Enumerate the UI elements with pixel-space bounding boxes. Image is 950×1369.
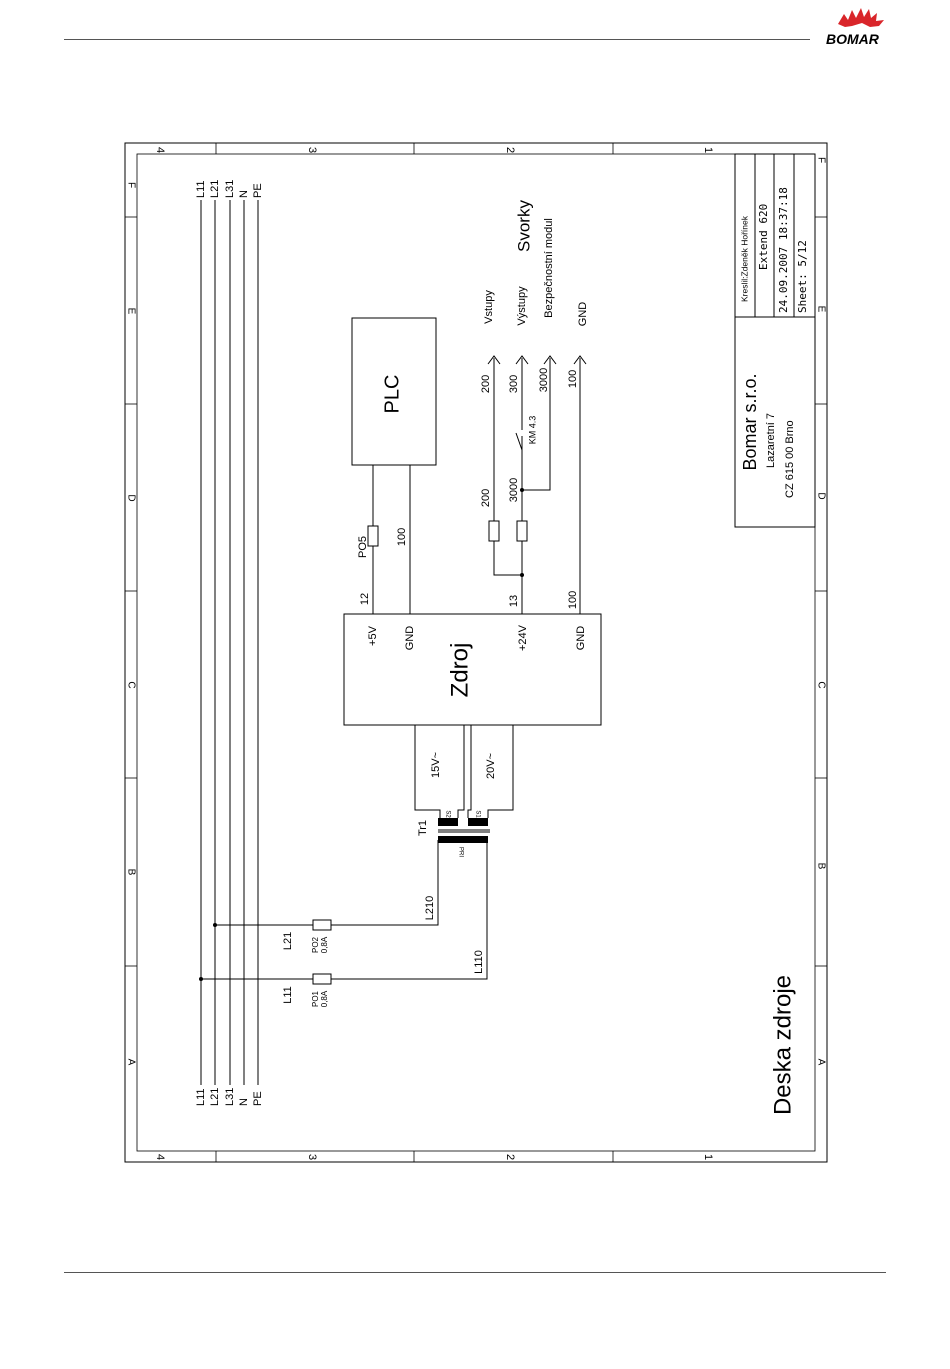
row-letter: B xyxy=(125,868,137,876)
row-letter: E xyxy=(815,305,827,313)
bus-label: L31 xyxy=(223,1087,236,1106)
row-letter: D xyxy=(815,492,827,500)
pin-label-gnd: GND xyxy=(403,625,416,651)
secondary-label-s1: S1 xyxy=(474,810,481,818)
fuse-label-po1: PO1 xyxy=(311,990,321,1008)
row-letter: C xyxy=(125,681,137,689)
terminal-label-safety-module: Bezpečnostní modul xyxy=(542,218,555,318)
row-letter: F xyxy=(815,156,827,164)
bus-label: PE xyxy=(251,183,264,198)
junction-dot xyxy=(520,488,524,492)
transformer-tr1 xyxy=(438,818,490,843)
terminal-labels xyxy=(483,218,589,326)
row-letter: E xyxy=(125,307,137,315)
wire-number: 3000 xyxy=(537,367,550,393)
bomar-logo xyxy=(826,8,884,47)
wire-number: 200 xyxy=(479,488,492,508)
terminal-label-gnd: GND xyxy=(576,301,589,327)
stegosaurus-icon xyxy=(838,8,884,27)
pin-label-24v: +24V xyxy=(516,625,529,651)
transformer-label: Tr1 xyxy=(416,819,429,837)
fuse-label-po5: PO5 xyxy=(356,535,369,559)
power-bus xyxy=(201,200,258,1085)
drawing-date: 24.09.2007 18:37:18 xyxy=(777,187,790,313)
bus-label: L21 xyxy=(208,1087,221,1106)
power-supply-label: Zdroj xyxy=(446,642,474,698)
inner-frame xyxy=(137,154,815,1151)
col-number: 1 xyxy=(702,1153,715,1161)
fuse-output-3000 xyxy=(517,521,527,541)
bus-label: PE xyxy=(251,1091,264,1106)
row-letter: A xyxy=(125,1058,137,1066)
fuse-po2 xyxy=(313,920,331,930)
row-letter: C xyxy=(815,681,827,689)
wire-label-l21: L21 xyxy=(281,931,294,951)
wire-number: 13 xyxy=(507,594,520,608)
terminals-heading: Svorky xyxy=(514,200,534,252)
sheet-number: Sheet: 5/12 xyxy=(796,240,809,313)
bus-label: N xyxy=(237,190,250,198)
col-number: 3 xyxy=(306,1153,319,1161)
terminal-arrows xyxy=(488,356,586,364)
col-number: 3 xyxy=(306,146,319,154)
row-letter: D xyxy=(125,494,137,502)
wire-number: 200 xyxy=(479,374,492,394)
contact-km43 xyxy=(516,430,522,450)
wire-number: 3000 xyxy=(507,477,520,503)
junction-dot xyxy=(213,923,217,927)
company-street: Lazaretní 7 xyxy=(764,412,777,468)
fuse-rating-po1: 0,8A xyxy=(320,990,330,1008)
col-number: 1 xyxy=(702,146,715,154)
junction-dot xyxy=(199,977,203,981)
wire-number: 100 xyxy=(566,369,579,389)
col-number: 4 xyxy=(154,146,167,154)
pin-label-5v: +5V xyxy=(366,626,379,646)
fuse-label-po2: PO2 xyxy=(311,936,321,954)
junction-dot xyxy=(520,573,524,577)
voltage-label-15v: 15V~ xyxy=(429,752,442,778)
fuse-po5 xyxy=(368,526,378,546)
col-number: 2 xyxy=(504,1153,517,1161)
bus-label: L11 xyxy=(194,1088,207,1106)
plc-label: PLC xyxy=(381,374,404,414)
wire-number: 100 xyxy=(566,590,579,610)
col-number: 4 xyxy=(154,1153,167,1161)
bus-label: L21 xyxy=(208,179,221,198)
company-name: Bomar s.r.o. xyxy=(739,373,760,471)
company-city: CZ 615 00 Brno xyxy=(783,420,796,498)
row-letter: F xyxy=(125,181,137,189)
column-numbers xyxy=(154,147,714,1160)
contact-label-km43: KM 4.3 xyxy=(527,415,538,445)
fuse-output-200 xyxy=(489,521,499,541)
row-letter: A xyxy=(815,1058,827,1066)
bus-label: L31 xyxy=(223,179,236,198)
col-number: 2 xyxy=(504,146,517,154)
wire-label-l210: L210 xyxy=(423,895,436,921)
primary-label: PRI xyxy=(457,846,464,858)
bus-label: N xyxy=(237,1098,250,1106)
bus-label: L11 xyxy=(194,180,207,198)
wire-number: 100 xyxy=(395,527,408,547)
terminal-label-inputs: Vstupy xyxy=(482,290,495,324)
fuse-po1 xyxy=(313,974,331,984)
bus-labels-top xyxy=(195,180,264,198)
secondary-label-s2: S2 xyxy=(444,810,451,818)
wire-number: 12 xyxy=(358,592,371,606)
pin-label-gnd: GND xyxy=(574,625,587,651)
fuse-rating-po2: 0,8A xyxy=(320,936,330,954)
wire-number: 300 xyxy=(507,374,520,394)
logo-text: BOMAR xyxy=(826,31,879,47)
drawn-by: Kreslil:Zdeněk Hořínek xyxy=(739,216,750,302)
row-letters xyxy=(125,157,826,1066)
row-letter: B xyxy=(815,862,827,870)
supply-output-wires xyxy=(373,358,580,614)
wire-label-l110: L110 xyxy=(472,950,485,974)
project-name: Extend 620 xyxy=(757,203,770,270)
voltage-label-20v: 20V~ xyxy=(484,753,497,779)
wire-label-l11: L11 xyxy=(281,986,294,1004)
bus-labels-bottom xyxy=(195,1088,264,1106)
terminal-label-outputs: Výstupy xyxy=(515,286,528,326)
sheet-title: Deska zdroje xyxy=(769,974,797,1116)
